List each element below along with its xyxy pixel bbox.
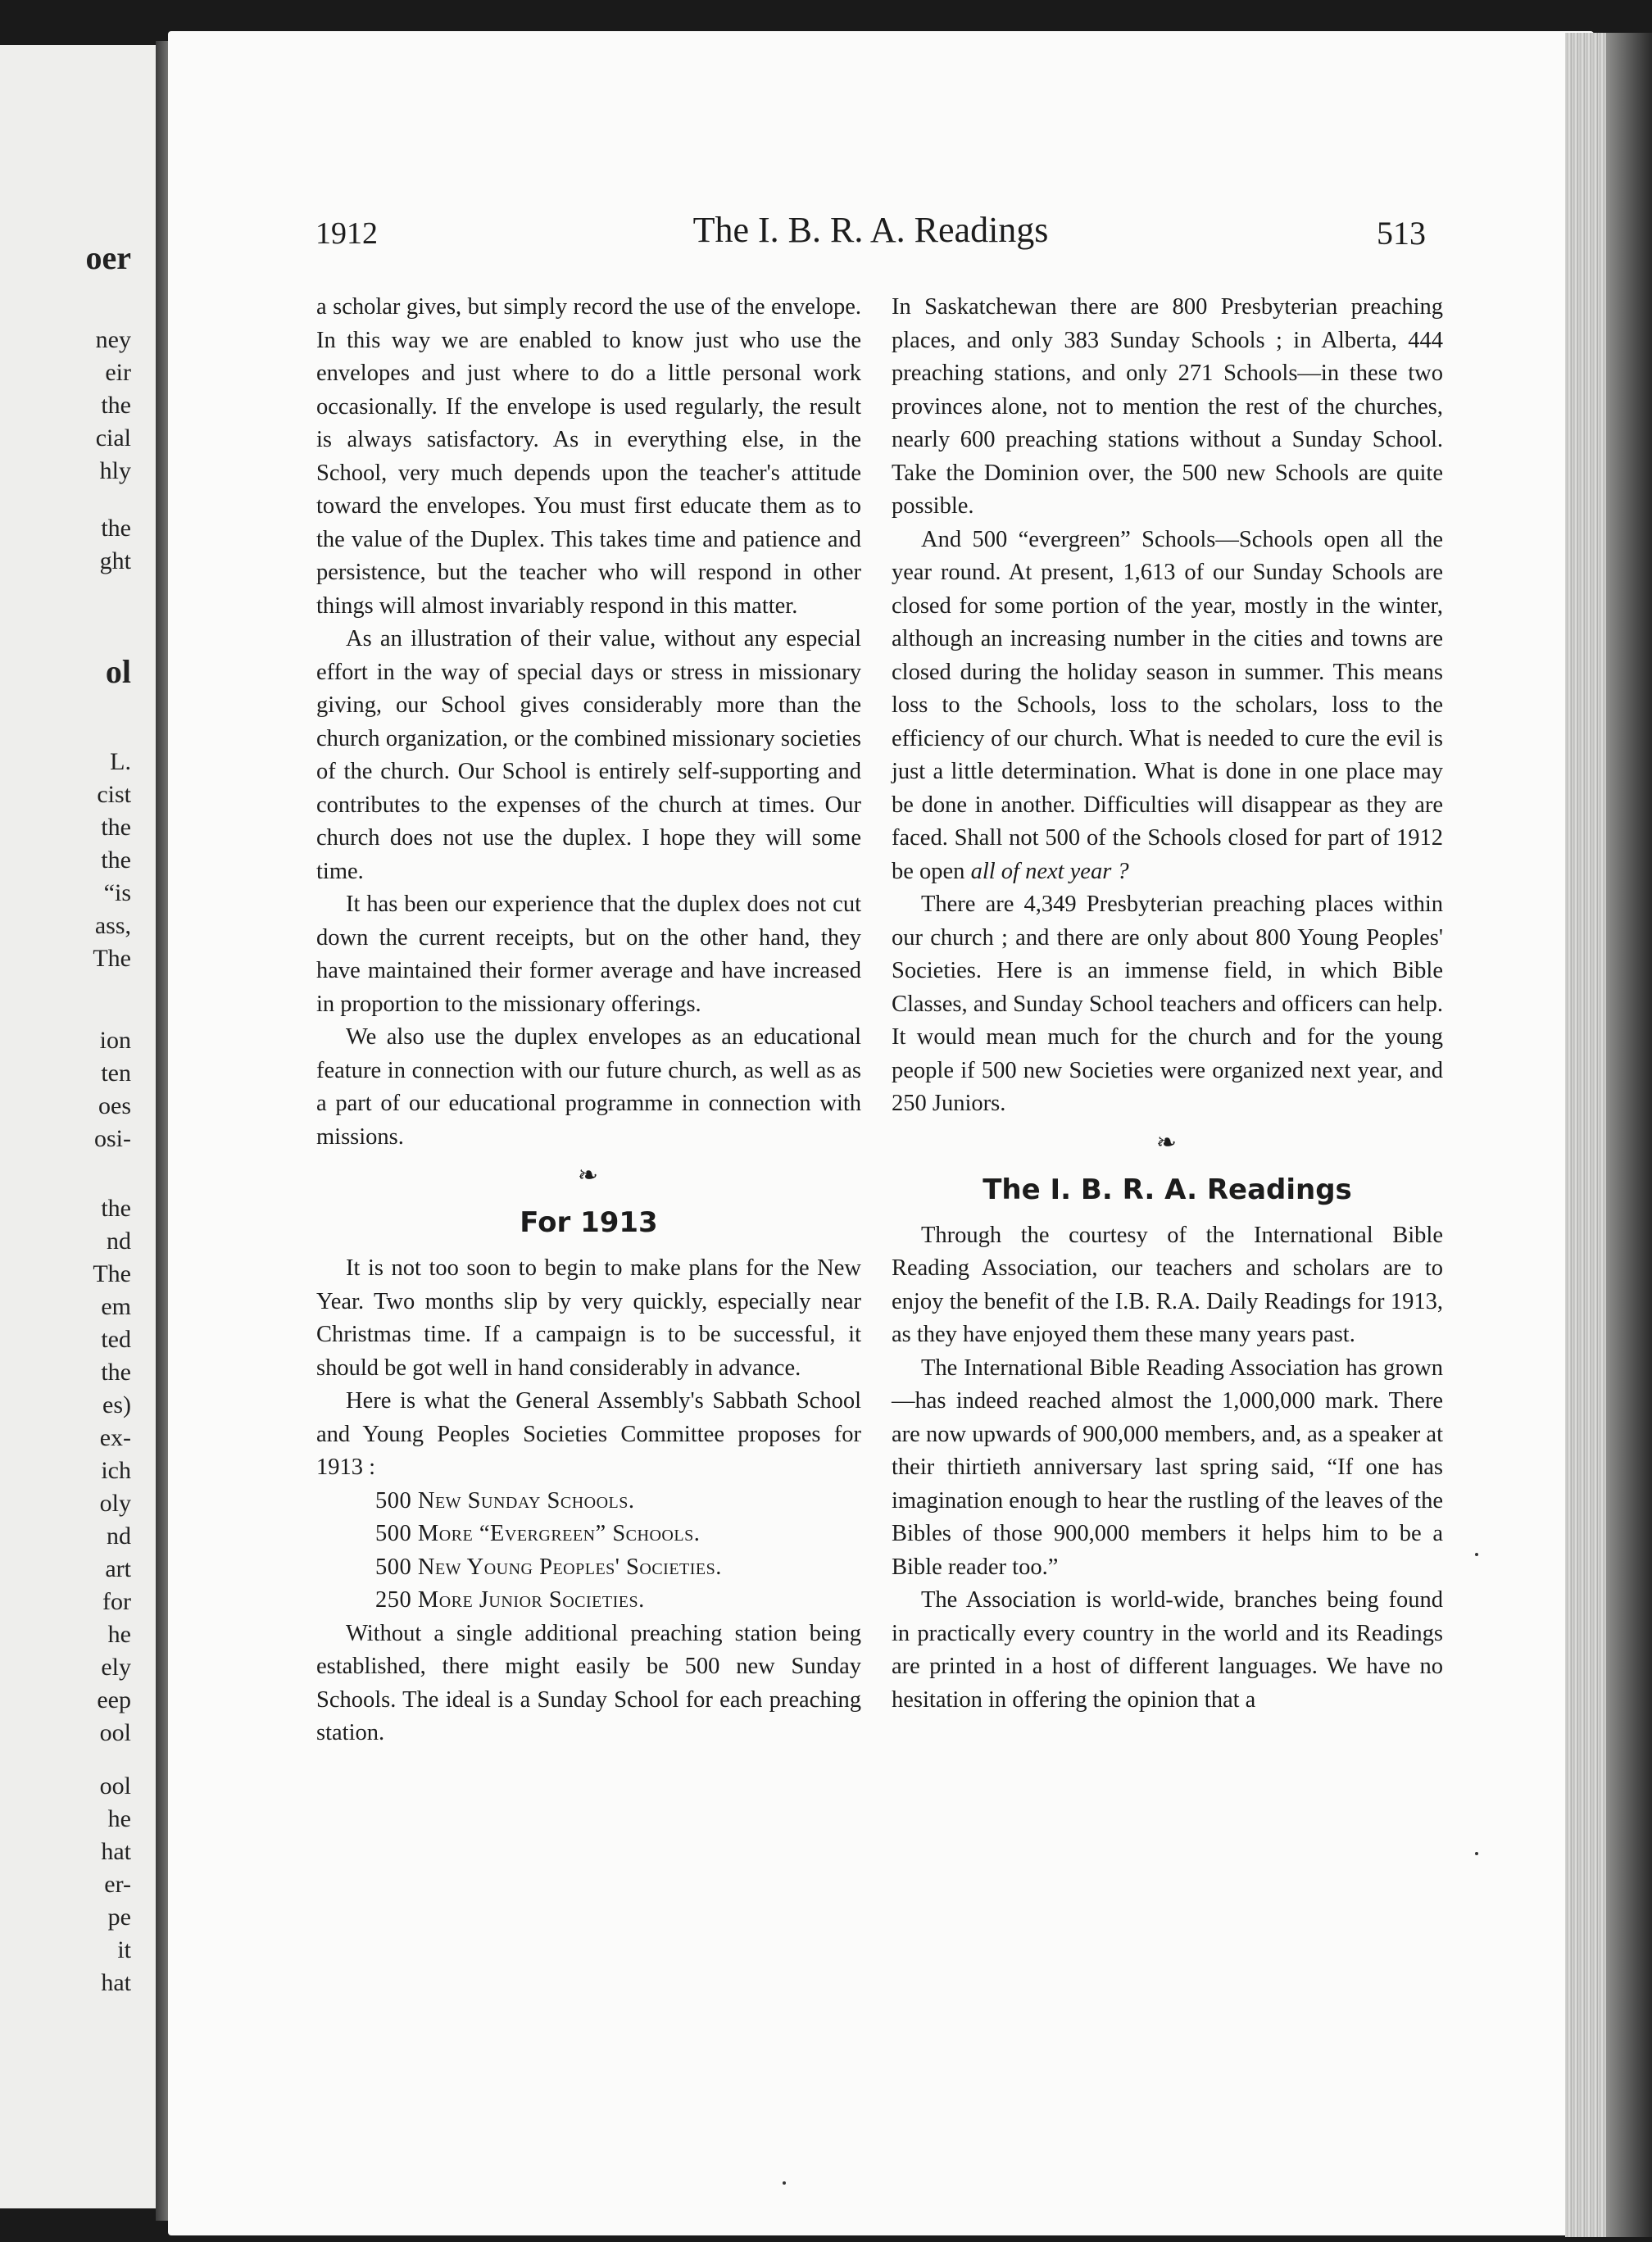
left-fragment-line: ely <box>101 1654 131 1681</box>
left-fragment-line: ght <box>99 547 131 574</box>
left-fragment-line: the <box>101 1359 131 1386</box>
list-item: 500 New Young Peoples' Societies. <box>375 1554 722 1580</box>
left-fragment-line: for <box>102 1588 131 1615</box>
left-fragment-line: The <box>93 945 131 972</box>
left-fragment-line: es) <box>102 1391 131 1418</box>
paragraph: a scholar gives, but simply record the use of the envelope. In this way we are enabled to know just who use the envelopes and just where to do a little personal work occasionally. If the envelope is used regularly, the result is always satisfactory. As in everything else, in the School, very much depends upon the teacher's attitude toward the envelopes. You must first educate them as to the value of the Duplex. This takes time and patience and persistence, but the teacher who will respond in other things will almost invariably respond in this matter. <box>316 294 861 619</box>
left-fragment-line: eep <box>97 1686 131 1713</box>
list-item: 250 More Junior Societies. <box>375 1587 645 1613</box>
left-fragment-line: ion <box>99 1027 131 1054</box>
left-fragment-line: osi- <box>94 1125 131 1152</box>
page-number: 513 <box>1377 215 1426 252</box>
left-fragment-line: L. <box>110 748 131 775</box>
left-fragment-line: cist <box>97 781 131 808</box>
left-fragment-line: oly <box>99 1490 131 1517</box>
left-fragment-line: ool <box>99 1719 131 1746</box>
section-ornament-icon: ❧ <box>577 1162 601 1189</box>
paragraph: There are 4,349 Presbyterian preaching places within our church ; and there are only about 800 Young Peoples' Societies. Here is an immense field, in which Bible Classes, and Sunday School teachers and officers can help. It would mean much for the church and for the young people if 500 new Societies were organized next year, and 250 Juniors. <box>892 892 1443 1116</box>
left-fragment-line: ich <box>101 1457 131 1484</box>
paragraph: As an illustration of their value, without any especial effort in the way of special days or stress in missionary giving, our School gives considerably more than the church organization, or the combined missionary societies of the church. Our School is entirely self-supporting and contributes to the expenses of the church at times. Our church does not use the duplex. I hope they will some time. <box>316 626 861 884</box>
section-ornament-icon: ❧ <box>1155 1128 1179 1156</box>
left-page-fragment <box>0 45 162 2208</box>
paragraph: The International Bible Reading Association has grown—has indeed reached almost the 1,000,000 mark. There are now upwards of 900,000 members, and, as a speaker at their thirtieth anniversary last spring said, “If one has imagination enough to hear the rustling of the leaves of the Bibles of those 900,000 members it helps him to be a Bible reader too.” <box>892 1355 1443 1580</box>
section-title-ibra-readings: The I. B. R. A. Readings <box>983 1173 1352 1206</box>
left-fragment-line: “is <box>103 879 131 906</box>
left-fragment-line: ten <box>101 1060 131 1087</box>
left-fragment-lines-c <box>0 746 131 975</box>
print-speck <box>1475 1553 1478 1556</box>
left-fragment-line: the <box>101 1195 131 1222</box>
left-fragment-lines-a <box>0 324 131 488</box>
left-fragment-line: it <box>117 1936 131 1963</box>
book-cover-edge <box>1606 33 1652 2237</box>
left-fragment-line: ex- <box>99 1424 131 1451</box>
section-title-for-1913: For 1913 <box>520 1206 658 1239</box>
left-fragment-line: pe <box>107 1904 131 1931</box>
paragraph: Without a single additional preaching station being established, there might easily be 500 new Sunday Schools. The ideal is a Sunday School for each preaching station. <box>316 1620 861 1745</box>
paragraph <box>892 524 1443 889</box>
left-fragment-lines-b <box>0 512 131 578</box>
left-fragment-line: nd <box>107 1228 131 1255</box>
left-fragment-line: eir <box>105 359 131 386</box>
paragraph: Here is what the General Assembly's Sabbath School and Young Peoples Societies Committee proposes for 1913 : <box>316 1388 861 1480</box>
left-fragment-line: the <box>101 814 131 841</box>
print-speck <box>1475 1852 1478 1855</box>
left-fragment-lines-e <box>0 1192 131 1750</box>
left-column <box>316 291 861 1750</box>
left-fragment-lines-f <box>0 1770 131 1999</box>
paragraph: We also use the duplex envelopes as an educational feature in connection with our future church, as well as as a part of our educational programme in connection with missions. <box>316 1024 861 1150</box>
left-fragment-line: ool <box>99 1772 131 1800</box>
left-fragment-heading-top: oer <box>85 239 131 276</box>
paragraph-text: And 500 “evergreen” Schools—Schools open all the year round. At present, 1,613 of our Sunday Schools are closed for some portion of the year, mostly in the winter, although an increasing number in the cities and towns are closed during the holiday season in summer. This means loss to the Schools, loss to the scholars, loss to the efficiency of our church. What is needed to cure the evil is just a little determination. What is done in one place may be done in another. Difficulties will disappear as they are faced. Shall not 500 of the Schools closed for part of 1912 be open <box>892 526 1443 884</box>
paragraph: It is not too soon to begin to make plans for the New Year. Two months slip by very quickly, especially near Christmas time. If a campaign is to be successful, it should be got well in hand considerably in advance. <box>316 1255 861 1381</box>
print-speck <box>783 2181 786 2185</box>
left-fragment-line: he <box>107 1621 131 1648</box>
left-fragment-line: ted <box>101 1326 131 1353</box>
list-item: 500 New Sunday Schools. <box>375 1487 635 1514</box>
running-header <box>315 209 1426 258</box>
left-fragment-line: hat <box>101 1838 131 1865</box>
left-fragment-heading-mid: ol <box>105 653 131 690</box>
left-fragment-lines-d <box>0 1024 131 1155</box>
left-fragment-line: he <box>107 1805 131 1832</box>
left-fragment-line: The <box>93 1260 131 1287</box>
left-fragment-line: cial <box>95 424 131 452</box>
header-year: 1912 <box>315 216 378 251</box>
paragraph: In Saskatchewan there are 800 Presbyterian preaching places, and only 383 Sunday Schools ; in Alberta, 444 preaching stations, and only 271 Schools—in these two provinces alone, not to mention the rest of the churches, nearly 600 preaching stations without a Sunday School. Take the Dominion over, the 500 new Schools are quite possible. <box>892 294 1443 519</box>
italic-phrase: all of next year ? <box>970 858 1129 884</box>
paragraph: It has been our experience that the duplex does not cut down the current receipts, but on the other hand, they have maintained their former average and have increased in proportion to the missionary offerings. <box>316 892 861 1017</box>
paragraph: The Association is world-wide, branches being found in practically every country in the world and its Readings are printed in a host of different languages. We have no hesitation in offering the opinion that a <box>892 1587 1443 1713</box>
paragraph: Through the courtesy of the International Bible Reading Association, our teachers and scholars are to enjoy the benefit of the I.B. R.A. Daily Readings for 1913, as they have enjoyed them these many years past. <box>892 1222 1443 1347</box>
list-item: 500 More “Evergreen” Schools. <box>375 1521 701 1546</box>
header-title: The I. B. R. A. Readings <box>692 210 1049 250</box>
left-fragment-line: er- <box>104 1871 131 1898</box>
left-fragment-line: the <box>101 392 131 419</box>
left-fragment-line: hly <box>99 457 131 484</box>
left-fragment-line: nd <box>107 1523 131 1550</box>
left-fragment-line: hat <box>101 1969 131 1996</box>
left-fragment-line: the <box>101 515 131 542</box>
left-fragment-line: art <box>105 1555 131 1582</box>
left-fragment-line: ney <box>95 326 131 353</box>
left-fragment-line: ass, <box>94 912 131 939</box>
left-fragment-line: the <box>101 846 131 874</box>
right-column <box>892 291 1443 1717</box>
left-fragment-line: oes <box>98 1092 131 1119</box>
left-fragment-line: em <box>101 1293 131 1320</box>
